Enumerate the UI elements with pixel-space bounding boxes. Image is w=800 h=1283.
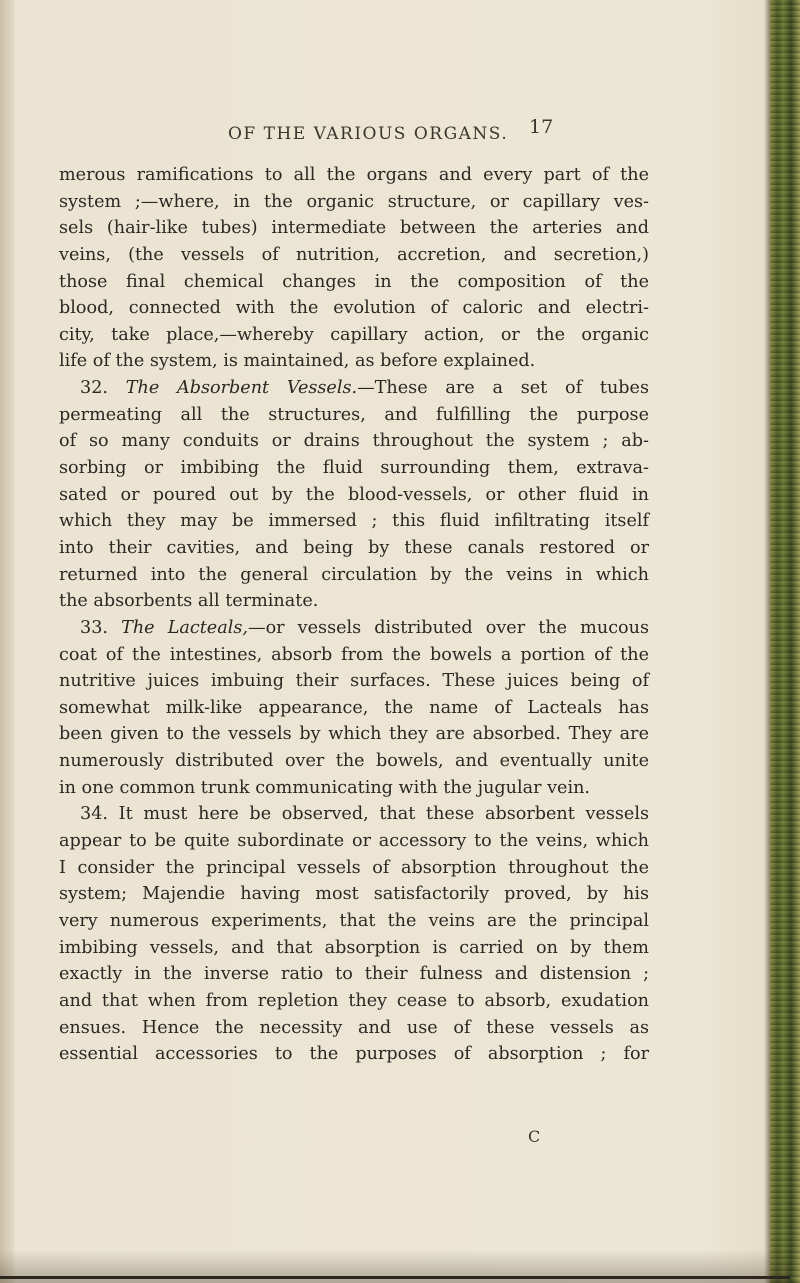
text-line (59, 375, 649, 402)
text-line (59, 269, 649, 296)
paragraph-number: 34. (80, 804, 108, 825)
line-text: system ;—where, in the organic structure, or capillary ves- (59, 191, 649, 212)
text-line (59, 215, 649, 242)
text-line (59, 615, 649, 642)
text-line (59, 455, 649, 482)
line-text: nutritive juices imbuing their surfaces. These juices being of (59, 671, 649, 692)
line-text: exactly in the inverse ratio to their fulness and distension ; (59, 964, 649, 985)
line-text: very numerous experiments, that the veins are the principal (59, 910, 649, 931)
text-line (59, 775, 649, 802)
text-line (59, 988, 649, 1015)
line-text: life of the system, is maintained, as before explained. (59, 351, 536, 372)
page-bottom-edge (0, 1276, 790, 1279)
line-text: into their cavities, and being by these canals restored or (59, 537, 649, 558)
line-text: merous ramifications to all the organs and every part of the (59, 165, 649, 185)
line-text: sorbing or imbibing the fluid surrounding them, extrava- (59, 458, 649, 479)
line-text: sated or poured out by the blood-vessels, or other fluid in (59, 484, 649, 505)
line-text: and that when from repletion they cease to absorb, exudation (59, 990, 649, 1011)
page-number: 17 (529, 116, 554, 138)
text-line (59, 828, 649, 855)
line-text: returned into the general circulation by the veins in which (59, 564, 649, 585)
text-line (59, 562, 649, 589)
text-line (59, 668, 649, 695)
line-text: ensues. Hence the necessity and use of these vessels as (59, 1017, 649, 1038)
text-line (59, 881, 649, 908)
text-line (59, 428, 649, 455)
paragraph-number: 33. (80, 617, 108, 638)
text-line (59, 508, 649, 535)
line-text: It must here be observed, that these absorbent vessels (118, 804, 649, 825)
section-heading: The Lacteals, (121, 617, 248, 638)
line-text: those final chemical changes in the composition of the (59, 271, 649, 292)
line-text: in one common trunk communicating with the jugular vein. (59, 777, 591, 798)
line-text: veins, (the vessels of nutrition, accretion, and secretion,) (59, 244, 649, 265)
line-text: sels (hair-like tubes) intermediate between the arteries and (59, 218, 649, 239)
text-line (59, 721, 649, 748)
text-line (59, 908, 649, 935)
line-text: numerously distributed over the bowels, and eventually unite (59, 751, 649, 772)
line-text: appear to be quite subordinate or accessory to the veins, which (59, 831, 649, 852)
line-text: been given to the vessels by which they are absorbed. They are (59, 724, 649, 745)
paragraph-number: 32. (80, 378, 108, 399)
body-text (59, 162, 649, 1068)
text-line (59, 242, 649, 269)
line-text: coat of the intestines, absorb from the bowels a portion of the (59, 644, 649, 665)
line-text: somewhat milk-like appearance, the name of Lacteals has (59, 697, 649, 718)
line-text: city, take place,—whereby capillary action, or the organic (59, 324, 649, 345)
text-line (59, 402, 649, 429)
line-text: —These are a set of tubes (357, 378, 649, 399)
book-binding (770, 0, 800, 1283)
text-line (59, 961, 649, 988)
text-line (59, 189, 649, 216)
signature-mark: C (528, 1127, 541, 1146)
text-line (59, 348, 649, 375)
text-line (59, 1015, 649, 1042)
text-line (59, 162, 649, 189)
text-line (59, 588, 649, 615)
text-line (59, 642, 649, 669)
running-head: OF THE VARIOUS ORGANS. (228, 124, 509, 144)
text-line (59, 535, 649, 562)
line-text: blood, connected with the evolution of caloric and electri- (59, 298, 649, 319)
section-heading: The Absorbent Vessels. (125, 378, 358, 399)
text-line (59, 1041, 649, 1068)
line-text: essential accessories to the purposes of absorption ; for (59, 1044, 649, 1065)
text-line (59, 295, 649, 322)
page-left-edge (0, 0, 14, 1283)
text-line (59, 935, 649, 962)
line-text: permeating all the structures, and fulfilling the purpose (59, 404, 649, 425)
line-text: of so many conduits or drains throughout the system ; ab- (59, 431, 649, 452)
line-text: system; Majendie having most satisfactorily proved, by his (59, 884, 649, 905)
text-line (59, 695, 649, 722)
text-line (59, 855, 649, 882)
line-text: —or vessels distributed over the mucous (247, 617, 650, 638)
text-line (59, 801, 649, 828)
text-line (59, 748, 649, 775)
line-text: the absorbents all terminate. (59, 591, 319, 612)
text-line (59, 482, 649, 509)
line-text: imbibing vessels, and that absorption is carried on by them (59, 937, 649, 958)
text-line (59, 322, 649, 349)
line-text: I consider the principal vessels of absorption throughout the (59, 857, 649, 878)
line-text: which they may be immersed ; this fluid infiltrating itself (59, 511, 649, 532)
